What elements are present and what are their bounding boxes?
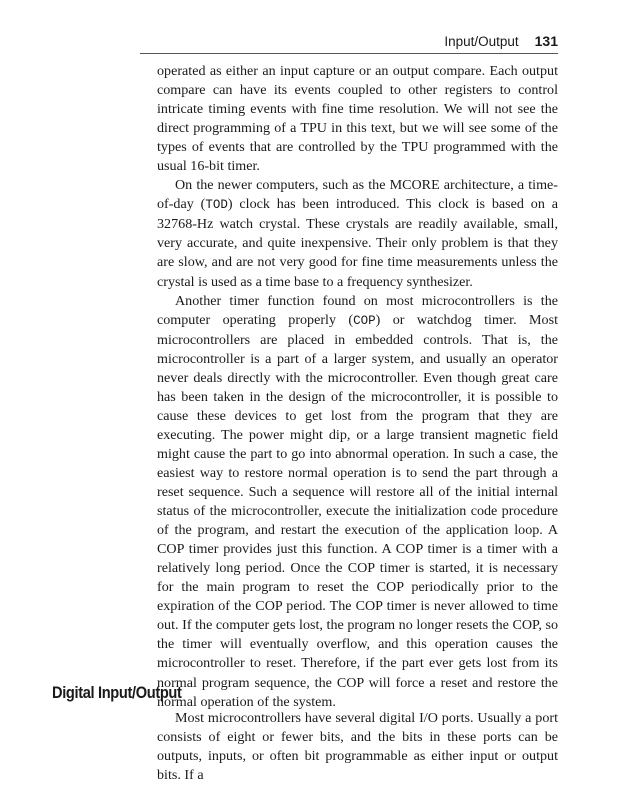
paragraph-3-part-a: Another timer function found on most microcontrollers is the computer operating properly ( [157,292,558,328]
paragraph-2-part-a: On the newer computers, such as the MCORE architecture, a time-of-day ( [157,177,558,213]
header-rule [140,53,558,54]
page-number: 131 [534,33,558,49]
section-body-text [157,709,558,785]
running-head [140,33,558,50]
section-heading: Digital Input/Output [52,683,182,702]
paragraph-3 [157,292,558,712]
paragraph-2 [157,176,558,291]
cop-code: COP [353,313,376,328]
section-paragraph-1: Most microcontrollers have several digital I/O ports. Usually a port consists of eight or fewer bits, and the bits in these ports can be outputs, inputs, or often bit programmable as either input or output bits. If a [157,710,558,784]
tod-code: TOD [205,198,228,213]
paragraph-1: operated as either an input capture or an output compare. Each output compare can have its events coupled to other registers to control intricate timing events with fine time resolution. We will not see the direct programming of a TPU in this text, but we will see some of the types of events that are controlled by the TPU programmed with the usual 16-bit timer. [157,63,558,175]
paragraph-3-part-b: ) or watchdog timer. Most microcontrollers are placed in embedded controls. That is, the microcontroller is a part of a larger system, and usually an operator never deals directly with the microcontroller. Even though great care has been taken in the design of the microcontroller, it is possible to cause these devices to get lost from the program that they are executing. The power might dip, or a large transient magnetic field might cause the part to go into abnormal operation. In such a case, the easiest way to restore normal operation is to send the part through a reset sequence. Such a sequence will restore all of the initial internal status of the microcontroller, execute the initialization code procedure of the program, and restart the execution of the application loop. A COP timer provides just this function. A COP timer is a timer with a relatively long period. Once the COP timer is started, it is necessary for the main program to reset the COP periodically prior to the expiration of the COP period. The COP timer is never allowed to time out. If the computer gets lost, the program no longer resets the COP, so the timer will eventually overflow, and this operation causes the microcontroller to reset. Therefore, if the part ever gets lost from its normal program sequence, the COP will force a reset and restore the normal operation of the system. [157,311,558,710]
running-head-title: Input/Output [444,34,519,49]
body-text [157,62,558,712]
paragraph-2-part-b: ) clock has been introduced. This clock is based on a 32768-Hz watch crystal. These crystals are readily available, small, very accurate, and quite inexpensive. Their only problem is that they are slow, and are not very good for fine time measurements unless the crystal is used as a time base to a frequency synthesizer. [157,196,559,290]
